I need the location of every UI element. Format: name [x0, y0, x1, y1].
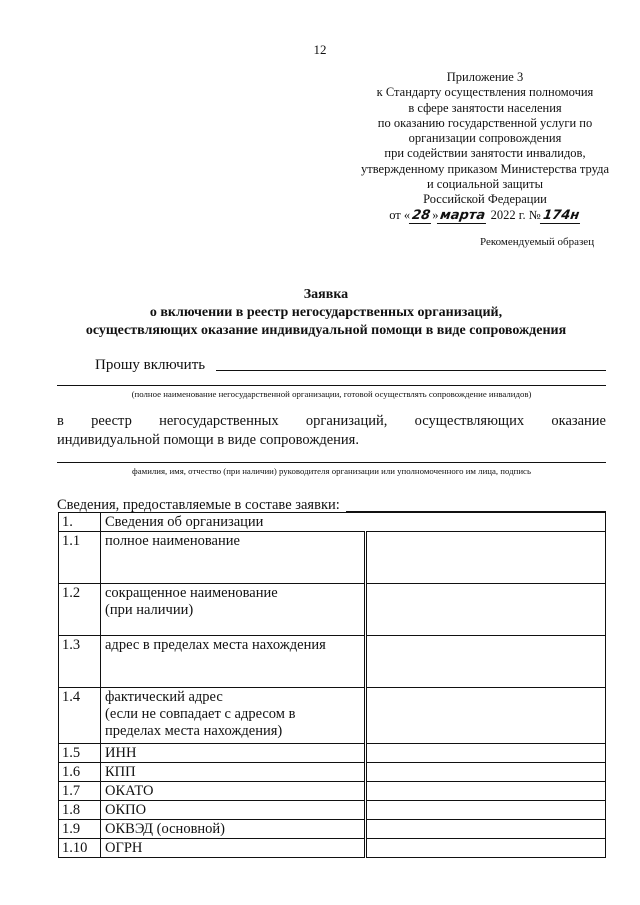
handwritten-day: 28 — [409, 208, 433, 224]
row-label: полное наименование — [101, 532, 366, 584]
value-cell[interactable] — [366, 744, 606, 763]
value-cell[interactable] — [366, 763, 606, 782]
table-row — [59, 744, 606, 763]
appendix-line: Российской Федерации — [423, 192, 547, 207]
appendix-line: по оказанию государственной услуги по — [377, 115, 593, 130]
table-row — [59, 688, 606, 744]
value-cell[interactable] — [366, 584, 606, 636]
handwritten-month: марта — [437, 208, 488, 224]
info-table — [58, 512, 606, 858]
org-name-rule[interactable] — [57, 385, 606, 386]
sample-label: Рекомендуемый образец — [480, 236, 595, 248]
row-num: 1.8 — [59, 801, 101, 820]
row-num: 1.9 — [59, 820, 101, 839]
value-cell[interactable] — [366, 532, 606, 584]
value-cell[interactable] — [366, 839, 606, 858]
info-heading: Сведения, предоставляемые в составе заявки: — [57, 497, 340, 513]
title-line: осуществляющих оказание индивидуальной помощи в виде сопровождения — [85, 323, 567, 338]
order-date-line — [340, 208, 630, 224]
org-name-fill-line[interactable] — [216, 370, 606, 371]
table-row — [59, 839, 606, 858]
appendix-line: к Стандарту осуществления полномочия — [376, 85, 594, 100]
row-label: фактический адрес (если не совпадает с адресом в пределах места нахождения) — [101, 688, 366, 744]
appendix-line: утвержденному приказом Министерства труда — [360, 161, 610, 176]
registry-paragraph — [57, 412, 606, 450]
row-num: 1.1 — [59, 532, 101, 584]
row-num: 1.3 — [59, 636, 101, 688]
table-row — [59, 820, 606, 839]
row-num: 1.10 — [59, 839, 101, 858]
table-row — [59, 801, 606, 820]
title-line: о включении в реестр негосударственных организаций, — [149, 305, 503, 320]
row-label: сокращенное наименование (при наличии) — [101, 584, 366, 636]
value-cell[interactable] — [366, 636, 606, 688]
row-num: 1.6 — [59, 763, 101, 782]
table-row — [59, 584, 606, 636]
value-cell[interactable] — [366, 820, 606, 839]
appendix-line: в сфере занятости населения — [408, 100, 562, 115]
table-row — [59, 636, 606, 688]
org-caption: (полное наименование негосударственной организации, готовой осуществлять сопровождение инвалидов) — [131, 389, 532, 399]
registry-line: индивидуальной помощи в виде сопровождения. — [57, 432, 359, 448]
row-num: 1.7 — [59, 782, 101, 801]
table-row — [59, 763, 606, 782]
row-label: ОКВЭД (основной) — [101, 820, 366, 839]
row-num: 1.2 — [59, 584, 101, 636]
appendix-line: Приложение 3 — [446, 70, 524, 84]
request-label: Прошу включить — [95, 357, 206, 373]
row-num: 1.5 — [59, 744, 101, 763]
value-cell[interactable] — [366, 688, 606, 744]
value-cell[interactable] — [366, 782, 606, 801]
row-label: КПП — [101, 763, 366, 782]
appendix-line: при содействии занятости инвалидов, — [384, 146, 586, 161]
row-label: адрес в пределах места нахождения — [101, 636, 366, 688]
row-label: ОКПО — [101, 801, 366, 820]
page-number: 12 — [313, 42, 327, 57]
date-year: 2022 г. № — [490, 207, 541, 222]
table-header-row — [59, 513, 606, 532]
row-label: ИНН — [101, 744, 366, 763]
registry-line: в реестр негосударственных организаций, осуществляющих оказание — [57, 413, 606, 429]
title-line: Заявка — [303, 287, 349, 302]
signatory-caption: фамилия, имя, отчество (при наличии) руководителя организации или уполномоченного им лица, подпись — [132, 466, 531, 476]
appendix-line: организации сопровождения — [408, 131, 562, 146]
signatory-rule[interactable] — [57, 462, 606, 463]
appendix-line: и социальной защиты — [426, 177, 543, 192]
document-title — [30, 286, 622, 340]
row-label: ОКАТО — [101, 782, 366, 801]
table-row — [59, 782, 606, 801]
handwritten-order-number: 174н — [540, 208, 582, 224]
appendix-block — [340, 70, 630, 224]
value-cell[interactable] — [366, 801, 606, 820]
header-label: Сведения об организации — [101, 513, 606, 532]
row-num: 1.4 — [59, 688, 101, 744]
date-prefix: от « — [389, 207, 411, 222]
header-num: 1. — [59, 513, 101, 532]
row-label: ОГРН — [101, 839, 366, 858]
date-mid: » — [432, 207, 439, 222]
table-row — [59, 532, 606, 584]
